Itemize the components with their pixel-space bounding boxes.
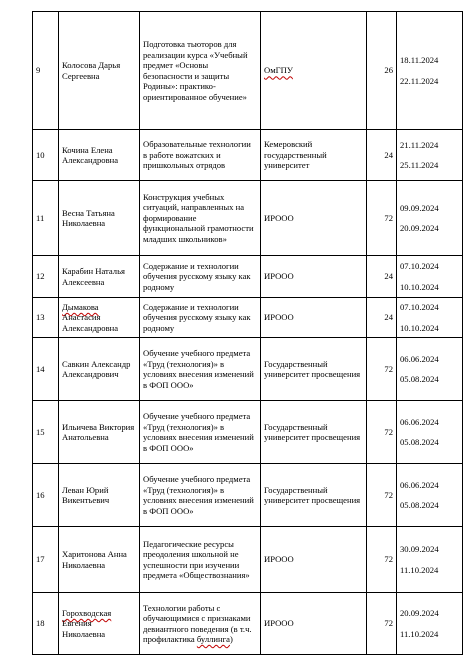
hours: 72 (367, 464, 397, 527)
courses-table (32, 11, 463, 655)
date-start: 06.06.2024 (400, 416, 439, 427)
course-topic: Обучение учебного предмета «Труд (технология)» в условиях внесения изменений в ФОП ООО» (140, 401, 261, 464)
date-start: 07.10.2024 (400, 302, 439, 312)
row-number: 11 (33, 181, 59, 256)
date-start: 20.09.2024 (400, 608, 439, 618)
dates (397, 181, 463, 256)
dates (397, 12, 463, 130)
hours: 72 (367, 181, 397, 256)
hours: 72 (367, 593, 397, 655)
teacher-name (59, 593, 140, 655)
teacher-name: Леван Юрий Викентьевич (59, 464, 140, 527)
table-row (33, 464, 463, 527)
table-row (33, 593, 463, 655)
date-end: 11.10.2024 (400, 628, 439, 639)
course-topic: Подготовка тьюторов для реализации курса «Учебный предмет «Основы безопасности и защиты Родины»: практико-ориентированное обучение» (140, 12, 261, 130)
course-topic: Содержание и технологии обучения русскому языку как родному (140, 256, 261, 298)
teacher-name: Весна Татьяна Николаевна (59, 181, 140, 256)
date-end: 10.10.2024 (400, 281, 439, 292)
organization: ИРООО (261, 256, 367, 298)
date-start: 18.11.2024 (400, 55, 439, 65)
row-number: 13 (33, 298, 59, 338)
course-topic: Обучение учебного предмета «Труд (технология)» в условиях внесения изменений в ФОП ООО» (140, 464, 261, 527)
organization: Кемеровский государственный университет (261, 130, 367, 181)
row-number: 15 (33, 401, 59, 464)
table-row (33, 298, 463, 338)
dates (397, 401, 463, 464)
table-row (33, 181, 463, 256)
course-topic: Педагогические ресурсы преодоления школьной не успешности при изучении предмета «Обществознания» (140, 527, 261, 593)
course-topic: Обучение учебного предмета «Труд (технология)» в условиях внесения изменений в ФОП ООО» (140, 338, 261, 401)
table-row (33, 401, 463, 464)
teacher-given-names: Евгения Николаевна (62, 618, 106, 639)
teacher-name: Савкин Александр Александрович (59, 338, 140, 401)
organization: Государственный университет просвещения (261, 338, 367, 401)
organization: ИРООО (261, 593, 367, 655)
organization: Государственный университет просвещения (261, 464, 367, 527)
row-number: 10 (33, 130, 59, 181)
organization (261, 12, 367, 130)
course-topic-flagged-word: буллинга (196, 634, 230, 644)
table-row (33, 12, 463, 130)
dates (397, 593, 463, 655)
row-number: 18 (33, 593, 59, 655)
course-topic (140, 593, 261, 655)
hours: 72 (367, 338, 397, 401)
row-number: 12 (33, 256, 59, 298)
hours: 24 (367, 256, 397, 298)
date-end: 25.11.2024 (400, 160, 439, 170)
dates (397, 527, 463, 593)
date-end: 05.08.2024 (400, 437, 439, 447)
dates (397, 298, 463, 338)
hours: 24 (367, 130, 397, 181)
teacher-name (59, 298, 140, 338)
course-topic: Конструкция учебных ситуаций, направленных на формирование функциональной грамотности младших школьников» (140, 181, 261, 256)
table-row (33, 256, 463, 298)
date-start: 06.06.2024 (400, 353, 439, 364)
dates (397, 256, 463, 298)
teacher-name: Харитонова Анна Николаевна (59, 527, 140, 593)
dates (397, 338, 463, 401)
hours: 72 (367, 527, 397, 593)
row-number: 17 (33, 527, 59, 593)
date-start: 21.11.2024 (400, 139, 439, 150)
date-end: 05.08.2024 (400, 500, 439, 510)
date-end: 10.10.2024 (400, 322, 439, 333)
teacher-name: Кочина Елена Александровна (59, 130, 140, 181)
row-number: 9 (33, 12, 59, 130)
teacher-given-names: Анастасия Александровна (62, 312, 119, 333)
organization: ИРООО (261, 298, 367, 338)
organization: ИРООО (261, 181, 367, 256)
date-start: 09.09.2024 (400, 202, 439, 213)
date-end: 11.10.2024 (400, 564, 439, 575)
dates (397, 130, 463, 181)
teacher-name: Ильичева Виктория Анатольевна (59, 401, 140, 464)
date-start: 30.09.2024 (400, 544, 439, 554)
hours: 72 (367, 401, 397, 464)
date-end: 20.09.2024 (400, 223, 439, 233)
date-end: 05.08.2024 (400, 374, 439, 384)
table-row (33, 527, 463, 593)
hours: 24 (367, 298, 397, 338)
course-topic-tail: ) (229, 634, 233, 644)
teacher-surname: Горохводская (62, 607, 112, 618)
teacher-name: Карабин Наталья Алексеевна (59, 256, 140, 298)
organization: ИРООО (261, 527, 367, 593)
teacher-name: Колосова Дарья Сергеевна (59, 12, 140, 130)
course-topic-text: Технологии работы с обучающимися с признаками девиантного поведения (в т.ч. профилактика (143, 602, 252, 644)
course-topic: Содержание и технологии обучения русскому языку как родному (140, 298, 261, 338)
hours: 26 (367, 12, 397, 130)
course-topic: Образовательные технологии в работе вожатских и пришкольных отрядов (140, 130, 261, 181)
date-start: 06.06.2024 (400, 479, 439, 490)
table-row (33, 130, 463, 181)
date-start: 07.10.2024 (400, 261, 439, 271)
organization: Государственный университет просвещения (261, 401, 367, 464)
row-number: 14 (33, 338, 59, 401)
date-end: 22.11.2024 (400, 75, 439, 86)
organization-name: ОмГПУ (264, 65, 293, 76)
teacher-surname: Дымакова (62, 301, 99, 312)
row-number: 16 (33, 464, 59, 527)
table-row (33, 338, 463, 401)
dates (397, 464, 463, 527)
